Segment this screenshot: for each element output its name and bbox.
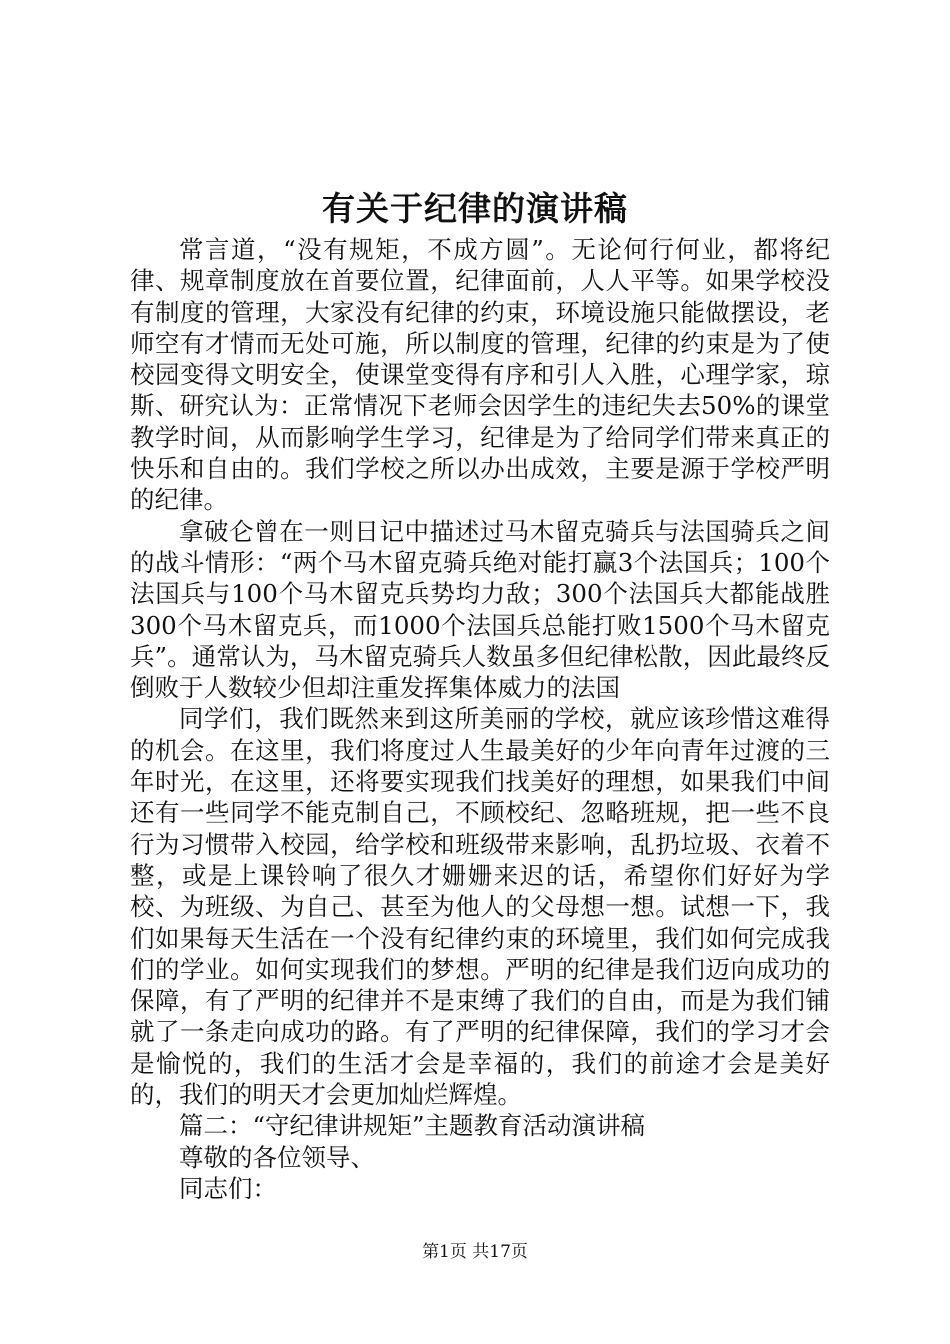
document-body <box>130 234 830 1204</box>
paragraph-3: 同学们，我们既然来到这所美丽的学校，就应该珍惜这难得的机会。在这里，我们将度过人生最美好的少年向青年过渡的三年时光，在这里，还将要实现我们找美好的理想，如果我们中间还有一些同学不能克制自己，不顾校纪、忽略班规，把一些不良行为习惯带入校园，给学校和班级带来影响，乱扔垃圾、衣着不整，或是上课铃响了很久才姗姗来迟的话，希望你们好好为学校、为班级、为自己、甚至为他人的父母想一想。试想一下，我们如果每天生活在一个没有纪律约束的环境里，我们如何完成我们的学业。如何实现我们的梦想。严明的纪律是我们迈向成功的保障，有了严明的纪律并不是束缚了我们的自由，而是为我们铺就了一条走向成功的路。有了严明的纪律保障，我们的学习才会是愉悦的，我们的生活才会是幸福的，我们的前途才会是美好的，我们的明天才会更加灿烂辉煌。 <box>130 704 830 1110</box>
paragraph-1: 常言道，“没有规矩，不成方圆”。无论何行何业，都将纪律、规章制度放在首要位置，纪律面前，人人平等。如果学校没有制度的管理，大家没有纪律的约束，环境设施只能做摆设，老师空有才情而无处可施，所以制度的管理，纪律的约束是为了使校园变得文明安全，使课堂变得有序和引人入胜，心理学家，琼斯、研究认为：正常情况下老师会因学生的违纪失去50%的课堂教学时间，从而影响学生学习，纪律是为了给同学们带来真正的快乐和自由的。我们学校之所以办出成效，主要是源于学校严明的纪律。 <box>130 235 830 515</box>
document-title: 有关于纪律的演讲稿 <box>322 189 628 228</box>
paragraph-2: 拿破仑曾在一则日记中描述过马木留克骑兵与法国骑兵之间的战斗情形：“两个马木留克骑兵绝对能打赢3个法国兵；100个法国兵与100个马木留克兵势均力敌；300个法国兵大都能战胜300个马木留克兵，而1000个法国兵总能打败1500个马木留克兵”。通常认为，马木留克骑兵人数虽多但纪律松散，因此最终反倒败于人数较少但却注重发挥集体威力的法国 <box>130 516 830 703</box>
salutation-line-2: 同志们： <box>179 1173 277 1203</box>
page-number-footer: 第1页 共17页 <box>422 1242 528 1262</box>
salutation-line-1: 尊敬的各位领导、 <box>179 1142 375 1172</box>
section-heading: 篇二：“守纪律讲规矩”主题教育活动演讲稿 <box>179 1111 646 1141</box>
